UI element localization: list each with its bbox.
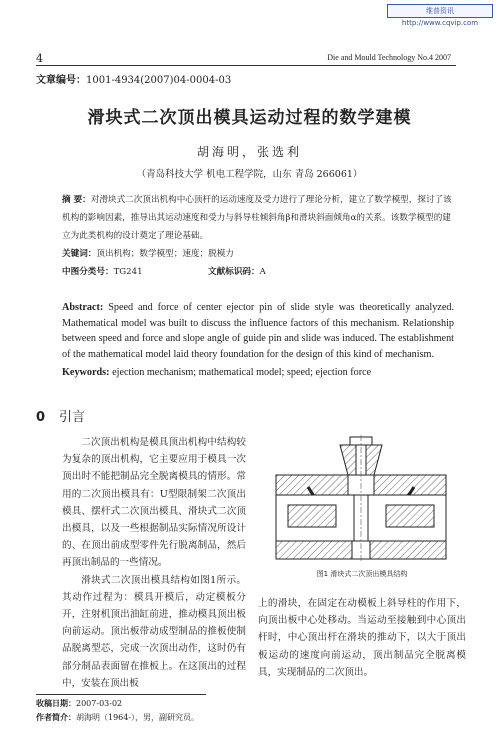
author-info: 胡海明（1964-），男，副研究员。 xyxy=(76,713,200,722)
keywords-en-label: Keywords: xyxy=(62,367,110,378)
author-info-label: 作者简介： xyxy=(36,713,76,722)
header-rule xyxy=(36,65,456,66)
abstract-en-label: Abstract: xyxy=(62,302,104,313)
keywords-en-text: ejection mechanism; mathematical model; speed; ejection force xyxy=(112,367,372,378)
clc-value: TG241 xyxy=(113,267,143,277)
figure-slide-ejection-mold xyxy=(268,435,454,563)
abstract-cn xyxy=(62,191,452,245)
classification-line xyxy=(62,263,452,281)
article-number xyxy=(36,71,231,86)
keywords-cn-text: 顶出机构；数学模型；速度；脱模力 xyxy=(96,249,234,259)
body-paragraph: 滑块式二次顶出模具结构如图1所示。其动作过程为：模具开模后，动定模板分开，注射机顶出油缸前进，推动模具顶出板向前运动。顶出板带动成型制品的推板使制品脱离型芯，完成一次顶出动作，这时仍有部分制品表面留在推板上。在这顶出的过程中，安装在顶出板 xyxy=(62,574,246,689)
section-title: 引言 xyxy=(59,410,86,425)
paper-title: 滑块式二次顶出模具运动过程的数学建模 xyxy=(87,108,412,128)
abstract-en-text: Speed and force of center ejector pin of slide style was theoretically analyzed. Mathematical model was built to discuss the influence factors of this mechanism. Relationship between speed and force and slope angle of guide pin and slide was induced. The establishment of the mathematical model laid theory foundation for the design of this kind of mechanism. xyxy=(62,302,454,360)
body-right-column xyxy=(258,595,466,681)
article-number-label: 文章编号： xyxy=(36,75,86,86)
footnote-author xyxy=(36,712,199,723)
page-number: 4 xyxy=(36,52,43,65)
english-abstract-block xyxy=(62,300,454,381)
abstract-cn-text: 对滑块式二次顶出机构中心顶杆的运动速度及受力进行了理论分析，建立了数学模型，探讨了该机构的影响因素，推导出其运动速度和受力与斜导柱倾斜角β和滑块斜面倾角α的关系。该数学模型的建立为此类机构的设计奠定了理论基础。 xyxy=(62,195,452,241)
section-heading xyxy=(36,406,85,425)
watermark-badge: 维普资讯 http://www.cqvip.com xyxy=(387,4,493,18)
journal-header: Die and Mould Technology No.4 2007 xyxy=(327,53,451,62)
doc-code-value: A xyxy=(259,267,266,277)
received-label: 收稿日期： xyxy=(36,699,76,708)
section-number: 0 xyxy=(36,410,46,425)
author-affiliation: （青岛科技大学 机电工程学院，山东 青岛 266061） xyxy=(136,169,363,180)
abstract-cn-label: 摘 要： xyxy=(62,195,91,205)
keywords-cn-label: 关键词： xyxy=(62,249,97,259)
footnote-received xyxy=(36,698,122,709)
slide-block-right xyxy=(386,505,434,527)
clc-label: 中图分类号： xyxy=(62,267,114,277)
keywords-cn xyxy=(62,245,452,263)
footnote-rule xyxy=(36,694,206,695)
mold-diagram xyxy=(268,435,454,563)
doc-code-label: 文献标识码： xyxy=(208,267,260,277)
paper-author: 胡海明，张选利 xyxy=(196,145,302,159)
article-number-value: 1001-4934(2007)04-0004-03 xyxy=(86,75,232,86)
slide-block-left xyxy=(288,505,336,527)
body-left-column xyxy=(62,434,246,692)
keywords-en xyxy=(62,365,454,381)
body-paragraph-continued: 上的滑块，在固定在动模板上斜导柱的作用下，向顶出板中心处移动。当运动至接触到中心顶出杆时，中心顶出杆在滑块的推动下，以大于顶出板运动的速度向前运动，顶出制品完全脱离模具，实现制品的二次顶出。 xyxy=(258,598,466,678)
body-paragraph: 二次顶出机构是模具顶出机构中结构较为复杂的顶出机构，它主要应用于模具一次顶出时不能把制品完全脱离模具的情形。常用的二次顶出模具有：U型限制架二次顶出模具、摆杆式二次顶出模具、滑块式二次顶出模具，以及一些根据制品实际情况所设计的、在顶出前成型零件先行脱离制品，然后再顶出制品的一些情况。 xyxy=(62,437,246,569)
figure-caption: 图1 滑块式二次顶出模具结构 xyxy=(316,570,408,578)
chinese-abstract-block xyxy=(62,191,452,281)
abstract-en xyxy=(62,300,454,362)
received-date: 2007-03-02 xyxy=(76,699,123,708)
